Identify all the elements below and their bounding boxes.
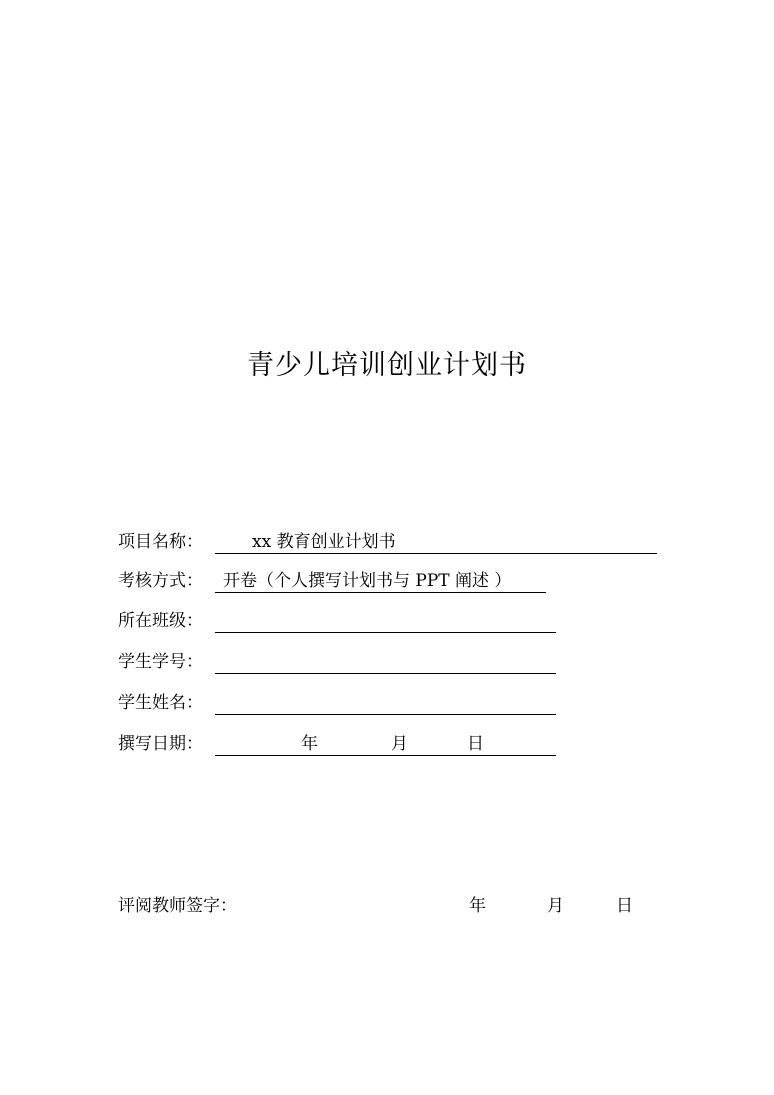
student-name-row: [118, 690, 558, 716]
class-field[interactable]: [215, 608, 556, 633]
class-label: 所在班级：: [118, 611, 203, 631]
project-name-field[interactable]: [215, 529, 657, 554]
assessment-method-value: 开卷（个人撰写计划书与 PPT 阐述 ）: [223, 571, 512, 591]
teacher-signature-row: [118, 892, 648, 920]
writing-date-month: 月: [391, 734, 408, 754]
signature-date-month: 月: [547, 896, 564, 916]
teacher-signature-label: 评阅教师签字：: [118, 896, 237, 916]
student-id-field[interactable]: [215, 649, 556, 674]
signature-date-year: 年: [469, 896, 486, 916]
signature-date-day: 日: [616, 896, 633, 916]
student-name-field[interactable]: [215, 690, 556, 715]
assessment-method-row: [118, 568, 558, 594]
student-id-row: [118, 649, 558, 675]
assessment-method-field[interactable]: [215, 568, 546, 593]
project-name-row: [118, 529, 658, 555]
writing-date-row: [118, 731, 558, 757]
writing-date-day: 日: [467, 734, 484, 754]
project-name-value: xx 教育创业计划书: [252, 532, 396, 552]
assessment-method-label: 考核方式：: [118, 571, 203, 591]
student-name-label: 学生姓名：: [118, 693, 203, 713]
writing-date-year: 年: [301, 734, 318, 754]
student-id-label: 学生学号：: [118, 652, 203, 672]
writing-date-field[interactable]: [215, 731, 556, 756]
class-row: [118, 608, 558, 634]
project-name-label: 项目名称：: [118, 532, 203, 552]
writing-date-label: 撰写日期：: [118, 734, 203, 754]
document-title: 青少儿培训创业计划书: [247, 350, 527, 381]
